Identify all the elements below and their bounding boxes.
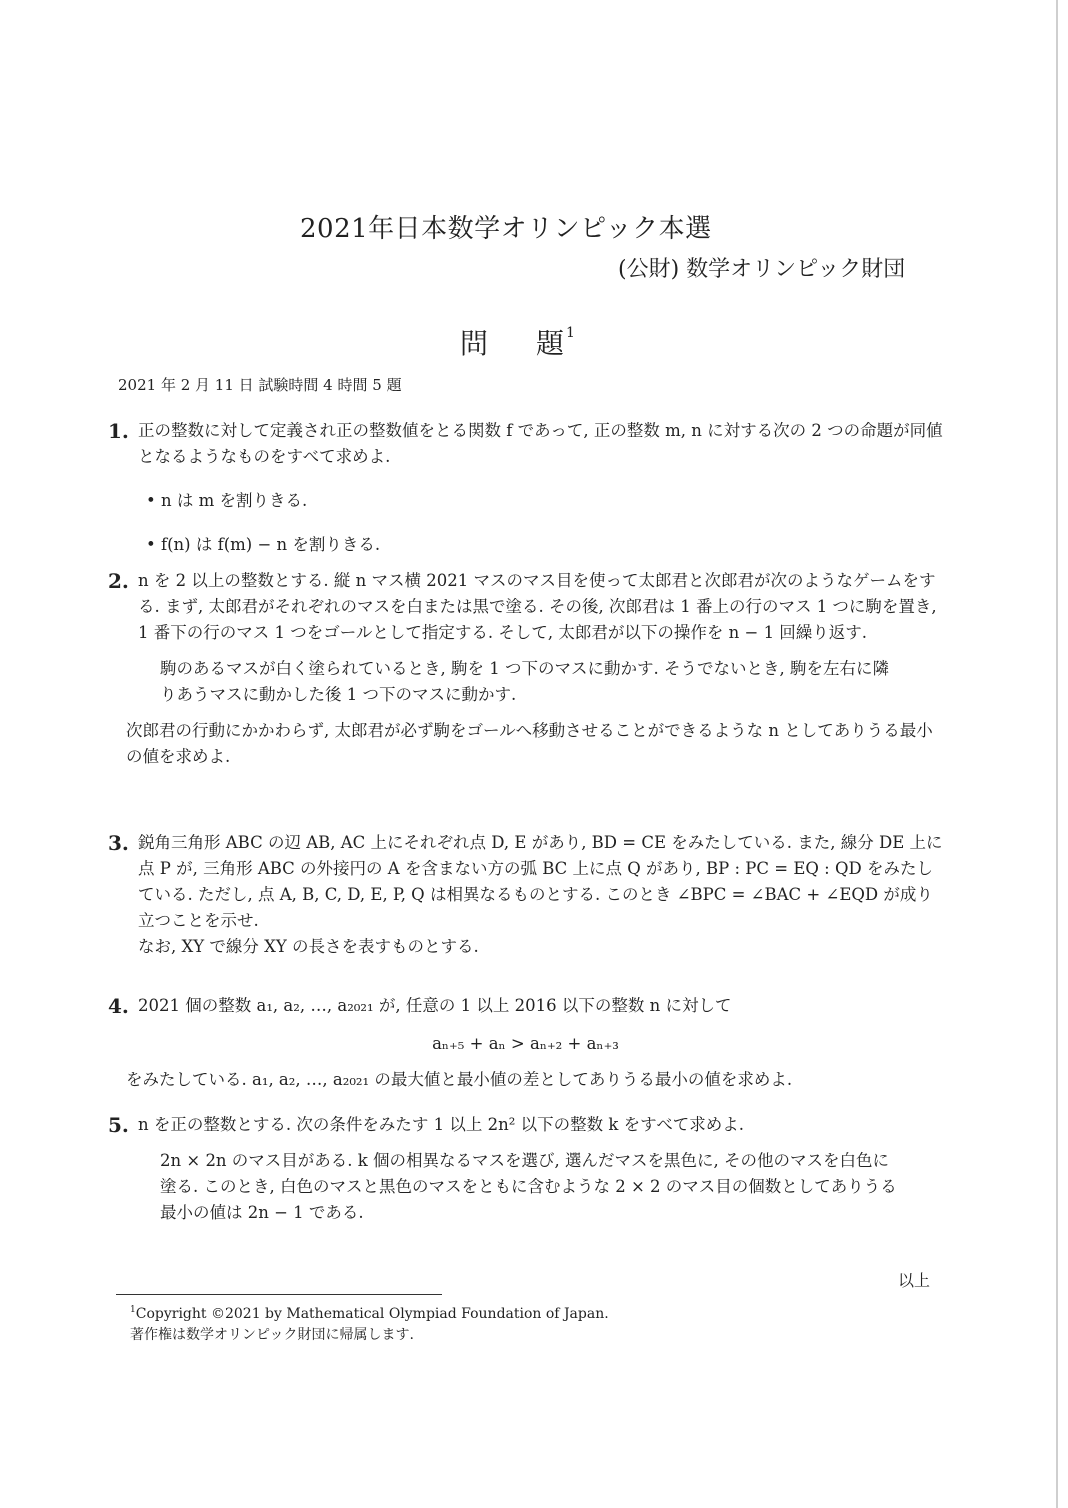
footnote-line: 著作権は数学オリンピック財団に帰属します. bbox=[130, 1327, 414, 1343]
heading-left: 問 bbox=[460, 327, 489, 360]
problem-number: 2. bbox=[108, 569, 129, 593]
problem-5 bbox=[108, 1112, 943, 1236]
organization-name: (公財) 数学オリンピック財団 bbox=[618, 257, 906, 282]
problem-question: 次郎君の行動にかかわらず, 太郎君が必ず駒をゴールへ移動させることができるような n としてありうる最小の値を求めよ. bbox=[126, 721, 933, 766]
bullet-item: • f(n) は f(m) − n を割りきる. bbox=[146, 532, 943, 558]
problem-1 bbox=[108, 418, 943, 558]
closing-mark: 以上 bbox=[898, 1271, 931, 1290]
problem-condition: 2n × 2n のマス目がある. k 個の相異なるマスを選び, 選んだマスを黒色に, その他のマスを白色に塗る. このとき, 白色のマスと黒色のマスをともに含むような 2 × 2 のマス目の個数としてありうる最小の値は 2n − 1 である. bbox=[160, 1151, 897, 1222]
problem-number: 5. bbox=[108, 1113, 129, 1137]
problem-number: 4. bbox=[108, 994, 129, 1018]
problem-4 bbox=[108, 993, 943, 1093]
exam-dateline: 2021 年 2 月 11 日 試験時間 4 時間 5 題 bbox=[118, 376, 402, 394]
footnote bbox=[130, 1300, 609, 1346]
problem-number: 3. bbox=[108, 831, 129, 855]
footnote-rule bbox=[116, 1294, 442, 1295]
heading-footnote-mark: 1 bbox=[566, 325, 575, 341]
problem-text: 正の整数に対して定義され正の整数値をとる関数 f であって, 正の整数 m, n に対する次の 2 つの命題が同値となるようなものをすべて求めよ. bbox=[138, 421, 943, 466]
problem-number: 1. bbox=[108, 419, 129, 443]
problem-note: なお, XY で線分 XY の長さを表すものとする. bbox=[138, 937, 479, 956]
problem-2 bbox=[108, 568, 943, 770]
footnote-mark: 1 bbox=[130, 1305, 136, 1315]
problem-3 bbox=[108, 830, 943, 960]
game-rule: 駒のあるマスが白く塗られているとき, 駒を 1 つ下のマスに動かす. そうでないとき, 駒を左右に隣りあうマスに動かした後 1 つ下のマスに動かす. bbox=[160, 659, 889, 704]
problem-text: 2021 個の整数 a₁, a₂, …, a₂₀₂₁ が, 任意の 1 以上 2016 以下の整数 n に対して bbox=[138, 996, 732, 1015]
problems-heading bbox=[460, 322, 575, 362]
problem-formula: aₙ₊₅ + aₙ > aₙ₊₂ + aₙ₊₃ bbox=[432, 1034, 619, 1053]
problem-text: n を 2 以上の整数とする. 縦 n マス横 2021 マスのマス目を使って太郎君と次郎君が次のようなゲームをする. まず, 太郎君がそれぞれのマスを白または黒で塗る. その後, 次郎君は 1 番上の行のマス 1 つに駒を置き, 1 番下の行のマス 1 つをゴールとして指定する. そして, 太郎君が以下の操作を n − 1 回繰り返す. bbox=[138, 571, 937, 642]
scan-edge bbox=[1056, 0, 1058, 1508]
heading-right: 題 bbox=[536, 327, 565, 360]
bullet-item: • n は m を割りきる. bbox=[146, 488, 943, 514]
page-title: 2021年日本数学オリンピック本選 bbox=[300, 214, 712, 244]
footnote-line bbox=[130, 1300, 609, 1325]
problem-question: をみたしている. a₁, a₂, …, a₂₀₂₁ の最大値と最小値の差としてありうる最小の値を求めよ. bbox=[126, 1070, 793, 1089]
copyright-text: Copyright ©2021 by Mathematical Olympiad Foundation of Japan. bbox=[135, 1306, 609, 1322]
problem-text: 鋭角三角形 ABC の辺 AB, AC 上にそれぞれ点 D, E があり, BD = CE をみたしている. また, 線分 DE 上に点 P が, 三角形 ABC の外接円の A を含まない方の弧 BC 上に点 Q があり, BP : PC = EQ : QD をみたしている. ただし, 点 A, B, C, D, E, P, Q は相異なるものとする. このとき ∠BPC = ∠BAC + ∠EQD が成り立つことを示せ. bbox=[138, 833, 943, 930]
problem-text: n を正の整数とする. 次の条件をみたす 1 以上 2n² 以下の整数 k をすべて求めよ. bbox=[138, 1115, 744, 1134]
